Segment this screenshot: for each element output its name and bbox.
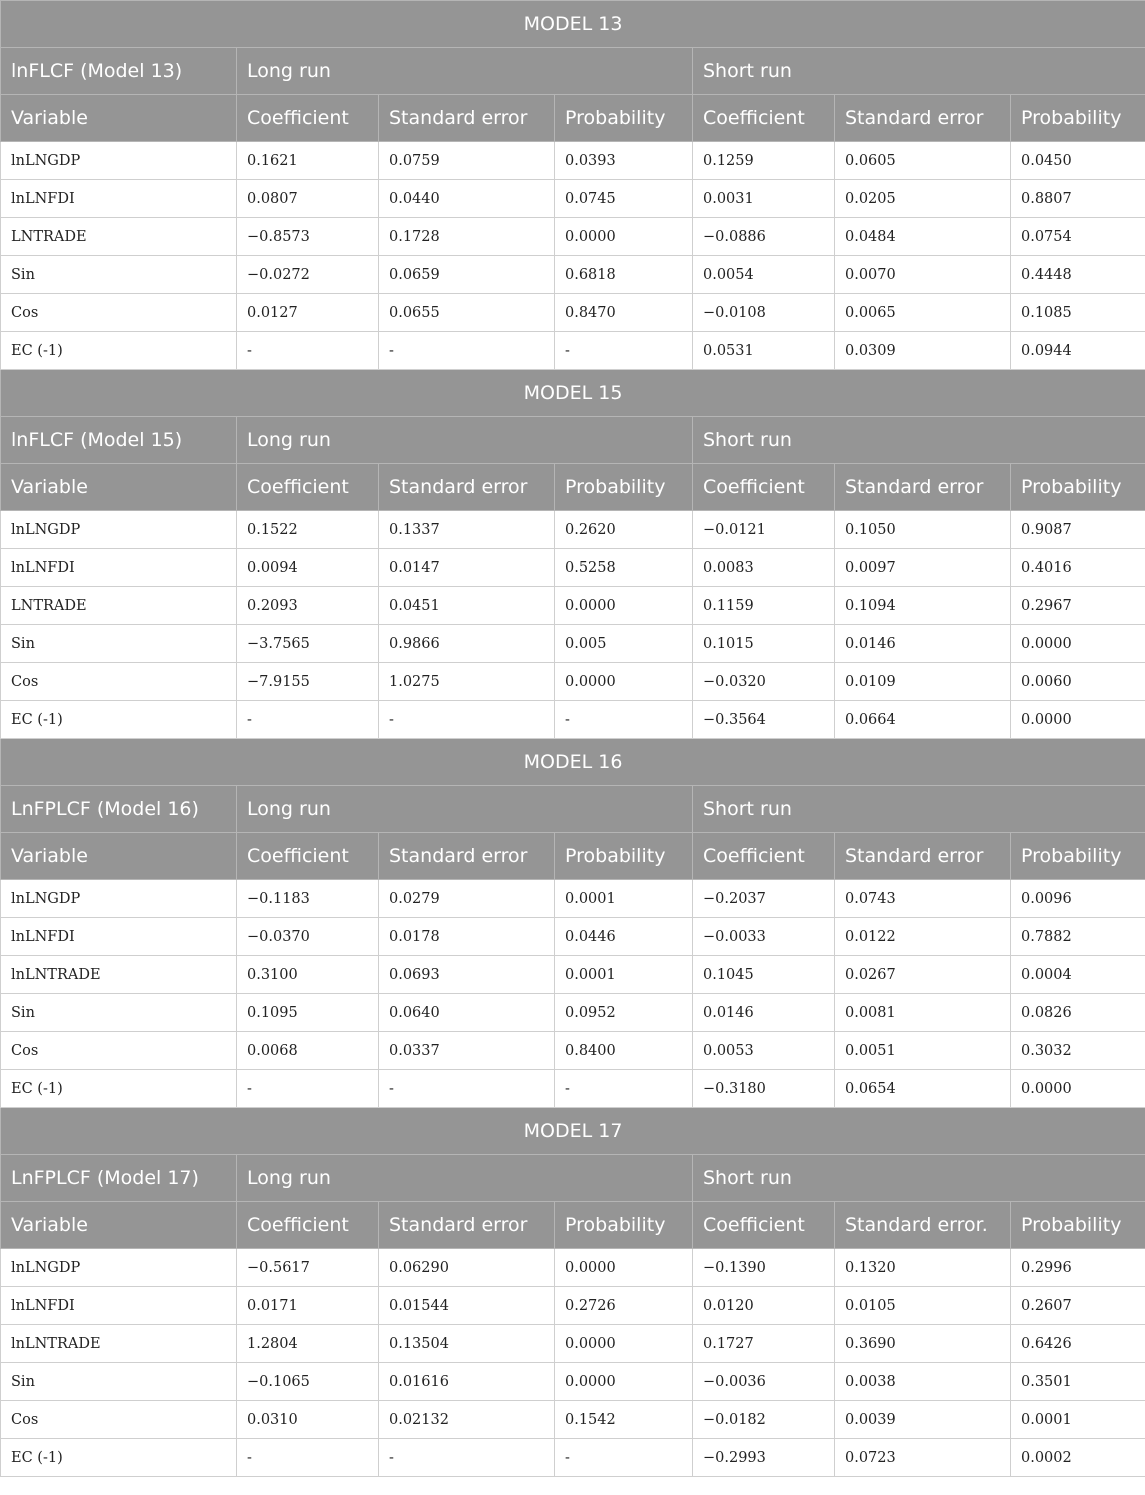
column-header: Coefficient — [693, 464, 835, 511]
value-cell: 0.1050 — [835, 511, 1011, 549]
table-row — [1, 663, 1145, 701]
column-header: Standard error — [835, 464, 1011, 511]
short-run-label: Short run — [693, 417, 1145, 464]
value-cell: 0.0120 — [693, 1287, 835, 1325]
variable-name-cell: Cos — [1, 663, 237, 701]
value-cell: 0.0337 — [379, 1032, 555, 1070]
column-header: Probability — [1011, 833, 1145, 880]
dependent-variable-label: lnFLCF (Model 15) — [1, 417, 237, 464]
value-cell: 0.0440 — [379, 180, 555, 218]
value-cell: 0.0083 — [693, 549, 835, 587]
model-title: MODEL 13 — [1, 1, 1145, 48]
column-header-row — [1, 1202, 1145, 1249]
table-row — [1, 1032, 1145, 1070]
value-cell: 0.0122 — [835, 918, 1011, 956]
value-cell: 0.1621 — [237, 142, 379, 180]
value-cell: −0.3180 — [693, 1070, 835, 1108]
group-header-row — [1, 786, 1145, 833]
value-cell: −0.5617 — [237, 1249, 379, 1287]
value-cell: 0.0031 — [693, 180, 835, 218]
value-cell: 0.1094 — [835, 587, 1011, 625]
value-cell: 0.0097 — [835, 549, 1011, 587]
column-header: Probability — [555, 1202, 693, 1249]
value-cell: 0.0446 — [555, 918, 693, 956]
value-cell: - — [379, 1070, 555, 1108]
value-cell: - — [237, 1070, 379, 1108]
variable-name-cell: EC (-1) — [1, 701, 237, 739]
short-run-label: Short run — [693, 786, 1145, 833]
variable-name-cell: Cos — [1, 1401, 237, 1439]
column-header: Probability — [1011, 1202, 1145, 1249]
value-cell: −0.0108 — [693, 294, 835, 332]
value-cell: 0.1542 — [555, 1401, 693, 1439]
value-cell: −0.0121 — [693, 511, 835, 549]
table-row — [1, 180, 1145, 218]
table-row — [1, 1401, 1145, 1439]
variable-name-cell: lnLNTRADE — [1, 1325, 237, 1363]
value-cell: 0.0060 — [1011, 663, 1145, 701]
value-cell: 0.3501 — [1011, 1363, 1145, 1401]
value-cell: 0.0393 — [555, 142, 693, 180]
column-header: Standard error. — [835, 1202, 1011, 1249]
value-cell: 0.0001 — [555, 956, 693, 994]
value-cell: 0.2607 — [1011, 1287, 1145, 1325]
long-run-label: Long run — [237, 1155, 693, 1202]
value-cell: 0.0000 — [555, 1363, 693, 1401]
table-row — [1, 994, 1145, 1032]
value-cell: −0.2037 — [693, 880, 835, 918]
column-header: Coefficient — [237, 464, 379, 511]
long-run-label: Long run — [237, 417, 693, 464]
value-cell: 0.0807 — [237, 180, 379, 218]
value-cell: 0.0000 — [1011, 1070, 1145, 1108]
value-cell: −0.0370 — [237, 918, 379, 956]
variable-name-cell: lnLNFDI — [1, 549, 237, 587]
value-cell: 0.1337 — [379, 511, 555, 549]
value-cell: 0.8400 — [555, 1032, 693, 1070]
value-cell: 0.0659 — [379, 256, 555, 294]
variable-name-cell: EC (-1) — [1, 332, 237, 370]
variable-name-cell: EC (-1) — [1, 1439, 237, 1477]
value-cell: −0.1065 — [237, 1363, 379, 1401]
value-cell: 0.02132 — [379, 1401, 555, 1439]
value-cell: 0.0051 — [835, 1032, 1011, 1070]
value-cell: 0.0000 — [555, 218, 693, 256]
results-table-body — [1, 1, 1145, 1477]
value-cell: 0.0754 — [1011, 218, 1145, 256]
variable-name-cell: lnLNGDP — [1, 880, 237, 918]
variable-name-cell: Sin — [1, 1363, 237, 1401]
value-cell: 0.0105 — [835, 1287, 1011, 1325]
value-cell: 0.3100 — [237, 956, 379, 994]
value-cell: 0.0759 — [379, 142, 555, 180]
value-cell: 0.2726 — [555, 1287, 693, 1325]
value-cell: 0.0109 — [835, 663, 1011, 701]
value-cell: −0.2993 — [693, 1439, 835, 1477]
column-header-row — [1, 95, 1145, 142]
variable-name-cell: lnLNGDP — [1, 1249, 237, 1287]
table-row — [1, 1439, 1145, 1477]
value-cell: 0.0000 — [555, 663, 693, 701]
model-title: MODEL 17 — [1, 1108, 1145, 1155]
value-cell: 0.2093 — [237, 587, 379, 625]
column-header: Standard error — [379, 95, 555, 142]
value-cell: 0.0054 — [693, 256, 835, 294]
table-row — [1, 625, 1145, 663]
value-cell: 0.9087 — [1011, 511, 1145, 549]
table-row — [1, 587, 1145, 625]
value-cell: 0.1522 — [237, 511, 379, 549]
value-cell: 0.0065 — [835, 294, 1011, 332]
value-cell: −7.9155 — [237, 663, 379, 701]
value-cell: 0.0654 — [835, 1070, 1011, 1108]
value-cell: 0.0309 — [835, 332, 1011, 370]
value-cell: 0.0743 — [835, 880, 1011, 918]
variable-name-cell: lnLNTRADE — [1, 956, 237, 994]
model-title-row — [1, 1108, 1145, 1155]
value-cell: 1.0275 — [379, 663, 555, 701]
value-cell: - — [555, 701, 693, 739]
table-row — [1, 701, 1145, 739]
value-cell: 0.0450 — [1011, 142, 1145, 180]
value-cell: 0.0127 — [237, 294, 379, 332]
model-title: MODEL 16 — [1, 739, 1145, 786]
value-cell: 0.1159 — [693, 587, 835, 625]
value-cell: - — [237, 1439, 379, 1477]
value-cell: 0.0146 — [693, 994, 835, 1032]
value-cell: −0.0182 — [693, 1401, 835, 1439]
value-cell: 0.1045 — [693, 956, 835, 994]
value-cell: 0.0952 — [555, 994, 693, 1032]
variable-name-cell: Sin — [1, 994, 237, 1032]
value-cell: 0.0147 — [379, 549, 555, 587]
value-cell: 0.8807 — [1011, 180, 1145, 218]
value-cell: - — [555, 1070, 693, 1108]
column-header: Coefficient — [693, 95, 835, 142]
value-cell: - — [237, 701, 379, 739]
column-header: Variable — [1, 833, 237, 880]
value-cell: 0.1015 — [693, 625, 835, 663]
variable-name-cell: lnLNGDP — [1, 142, 237, 180]
table-row — [1, 1249, 1145, 1287]
variable-name-cell: lnLNGDP — [1, 511, 237, 549]
value-cell: −0.1390 — [693, 1249, 835, 1287]
column-header: Variable — [1, 95, 237, 142]
value-cell: 0.0531 — [693, 332, 835, 370]
value-cell: 0.3032 — [1011, 1032, 1145, 1070]
value-cell: 0.0000 — [555, 1249, 693, 1287]
table-row — [1, 511, 1145, 549]
value-cell: −0.0033 — [693, 918, 835, 956]
value-cell: 0.0279 — [379, 880, 555, 918]
value-cell: 0.0068 — [237, 1032, 379, 1070]
value-cell: 0.0004 — [1011, 956, 1145, 994]
column-header: Probability — [555, 464, 693, 511]
value-cell: 0.6818 — [555, 256, 693, 294]
column-header-row — [1, 464, 1145, 511]
table-row — [1, 880, 1145, 918]
variable-name-cell: Cos — [1, 1032, 237, 1070]
value-cell: 0.9866 — [379, 625, 555, 663]
value-cell: 0.6426 — [1011, 1325, 1145, 1363]
column-header: Coefficient — [237, 833, 379, 880]
column-header: Standard error — [835, 95, 1011, 142]
long-run-label: Long run — [237, 786, 693, 833]
variable-name-cell: Cos — [1, 294, 237, 332]
column-header: Probability — [555, 833, 693, 880]
long-run-label: Long run — [237, 48, 693, 95]
column-header-row — [1, 833, 1145, 880]
value-cell: 0.0000 — [555, 1325, 693, 1363]
value-cell: 0.4016 — [1011, 549, 1145, 587]
value-cell: 0.5258 — [555, 549, 693, 587]
dependent-variable-label: LnFPLCF (Model 17) — [1, 1155, 237, 1202]
value-cell: 0.1095 — [237, 994, 379, 1032]
model-title: MODEL 15 — [1, 370, 1145, 417]
table-row — [1, 294, 1145, 332]
value-cell: 0.0039 — [835, 1401, 1011, 1439]
value-cell: 0.8470 — [555, 294, 693, 332]
value-cell: 0.0664 — [835, 701, 1011, 739]
value-cell: 0.0178 — [379, 918, 555, 956]
value-cell: 0.0745 — [555, 180, 693, 218]
model-title-row — [1, 739, 1145, 786]
variable-name-cell: lnLNFDI — [1, 180, 237, 218]
variable-name-cell: lnLNFDI — [1, 918, 237, 956]
value-cell: −0.8573 — [237, 218, 379, 256]
value-cell: 0.0640 — [379, 994, 555, 1032]
value-cell: 0.0826 — [1011, 994, 1145, 1032]
value-cell: −0.0272 — [237, 256, 379, 294]
value-cell: 0.01544 — [379, 1287, 555, 1325]
table-row — [1, 918, 1145, 956]
column-header: Variable — [1, 464, 237, 511]
value-cell: 0.0001 — [1011, 1401, 1145, 1439]
value-cell: −0.0036 — [693, 1363, 835, 1401]
variable-name-cell: Sin — [1, 256, 237, 294]
value-cell: - — [555, 332, 693, 370]
value-cell: 0.0205 — [835, 180, 1011, 218]
value-cell: 0.0038 — [835, 1363, 1011, 1401]
value-cell: 0.0605 — [835, 142, 1011, 180]
short-run-label: Short run — [693, 1155, 1145, 1202]
value-cell: 0.0000 — [1011, 701, 1145, 739]
column-header: Standard error — [379, 464, 555, 511]
value-cell: 0.2996 — [1011, 1249, 1145, 1287]
value-cell: 0.0070 — [835, 256, 1011, 294]
value-cell: - — [379, 332, 555, 370]
value-cell: −0.3564 — [693, 701, 835, 739]
value-cell: 1.2804 — [237, 1325, 379, 1363]
value-cell: 0.2967 — [1011, 587, 1145, 625]
column-header: Probability — [1011, 95, 1145, 142]
value-cell: 0.0002 — [1011, 1439, 1145, 1477]
value-cell: 0.005 — [555, 625, 693, 663]
value-cell: 0.0000 — [1011, 625, 1145, 663]
value-cell: - — [237, 332, 379, 370]
model-title-row — [1, 370, 1145, 417]
column-header: Variable — [1, 1202, 237, 1249]
table-row — [1, 1363, 1145, 1401]
table-row — [1, 218, 1145, 256]
value-cell: 0.0267 — [835, 956, 1011, 994]
variable-name-cell: Sin — [1, 625, 237, 663]
value-cell: 0.1320 — [835, 1249, 1011, 1287]
value-cell: 0.1728 — [379, 218, 555, 256]
value-cell: 0.1085 — [1011, 294, 1145, 332]
value-cell: 0.0053 — [693, 1032, 835, 1070]
table-row — [1, 956, 1145, 994]
short-run-label: Short run — [693, 48, 1145, 95]
value-cell: 0.1259 — [693, 142, 835, 180]
dependent-variable-label: LnFPLCF (Model 16) — [1, 786, 237, 833]
value-cell: −0.0320 — [693, 663, 835, 701]
value-cell: 0.2620 — [555, 511, 693, 549]
value-cell: 0.01616 — [379, 1363, 555, 1401]
column-header: Standard error — [379, 1202, 555, 1249]
variable-name-cell: EC (-1) — [1, 1070, 237, 1108]
table-row — [1, 1287, 1145, 1325]
value-cell: 0.0944 — [1011, 332, 1145, 370]
value-cell: 0.0451 — [379, 587, 555, 625]
value-cell: 0.0655 — [379, 294, 555, 332]
column-header: Standard error — [835, 833, 1011, 880]
value-cell: 0.3690 — [835, 1325, 1011, 1363]
value-cell: 0.0094 — [237, 549, 379, 587]
table-row — [1, 1070, 1145, 1108]
value-cell: 0.0310 — [237, 1401, 379, 1439]
value-cell: −3.7565 — [237, 625, 379, 663]
table-row — [1, 332, 1145, 370]
model-title-row — [1, 1, 1145, 48]
table-row — [1, 142, 1145, 180]
value-cell: - — [379, 1439, 555, 1477]
value-cell: 0.06290 — [379, 1249, 555, 1287]
column-header: Coefficient — [237, 1202, 379, 1249]
group-header-row — [1, 48, 1145, 95]
group-header-row — [1, 417, 1145, 464]
value-cell: 0.0171 — [237, 1287, 379, 1325]
value-cell: 0.0000 — [555, 587, 693, 625]
value-cell: 0.0096 — [1011, 880, 1145, 918]
value-cell: - — [555, 1439, 693, 1477]
value-cell: 0.0693 — [379, 956, 555, 994]
variable-name-cell: LNTRADE — [1, 587, 237, 625]
column-header: Probability — [555, 95, 693, 142]
value-cell: 0.13504 — [379, 1325, 555, 1363]
value-cell: 0.0001 — [555, 880, 693, 918]
value-cell: 0.0146 — [835, 625, 1011, 663]
value-cell: −0.1183 — [237, 880, 379, 918]
column-header: Coefficient — [237, 95, 379, 142]
variable-name-cell: LNTRADE — [1, 218, 237, 256]
column-header: Coefficient — [693, 1202, 835, 1249]
value-cell: - — [379, 701, 555, 739]
group-header-row — [1, 1155, 1145, 1202]
table-row — [1, 1325, 1145, 1363]
table-row — [1, 549, 1145, 587]
column-header: Probability — [1011, 464, 1145, 511]
value-cell: 0.4448 — [1011, 256, 1145, 294]
table-row — [1, 256, 1145, 294]
value-cell: 0.7882 — [1011, 918, 1145, 956]
value-cell: −0.0886 — [693, 218, 835, 256]
value-cell: 0.1727 — [693, 1325, 835, 1363]
variable-name-cell: lnLNFDI — [1, 1287, 237, 1325]
column-header: Standard error — [379, 833, 555, 880]
value-cell: 0.0484 — [835, 218, 1011, 256]
column-header: Coefficient — [693, 833, 835, 880]
value-cell: 0.0081 — [835, 994, 1011, 1032]
value-cell: 0.0723 — [835, 1439, 1011, 1477]
dependent-variable-label: lnFLCF (Model 13) — [1, 48, 237, 95]
